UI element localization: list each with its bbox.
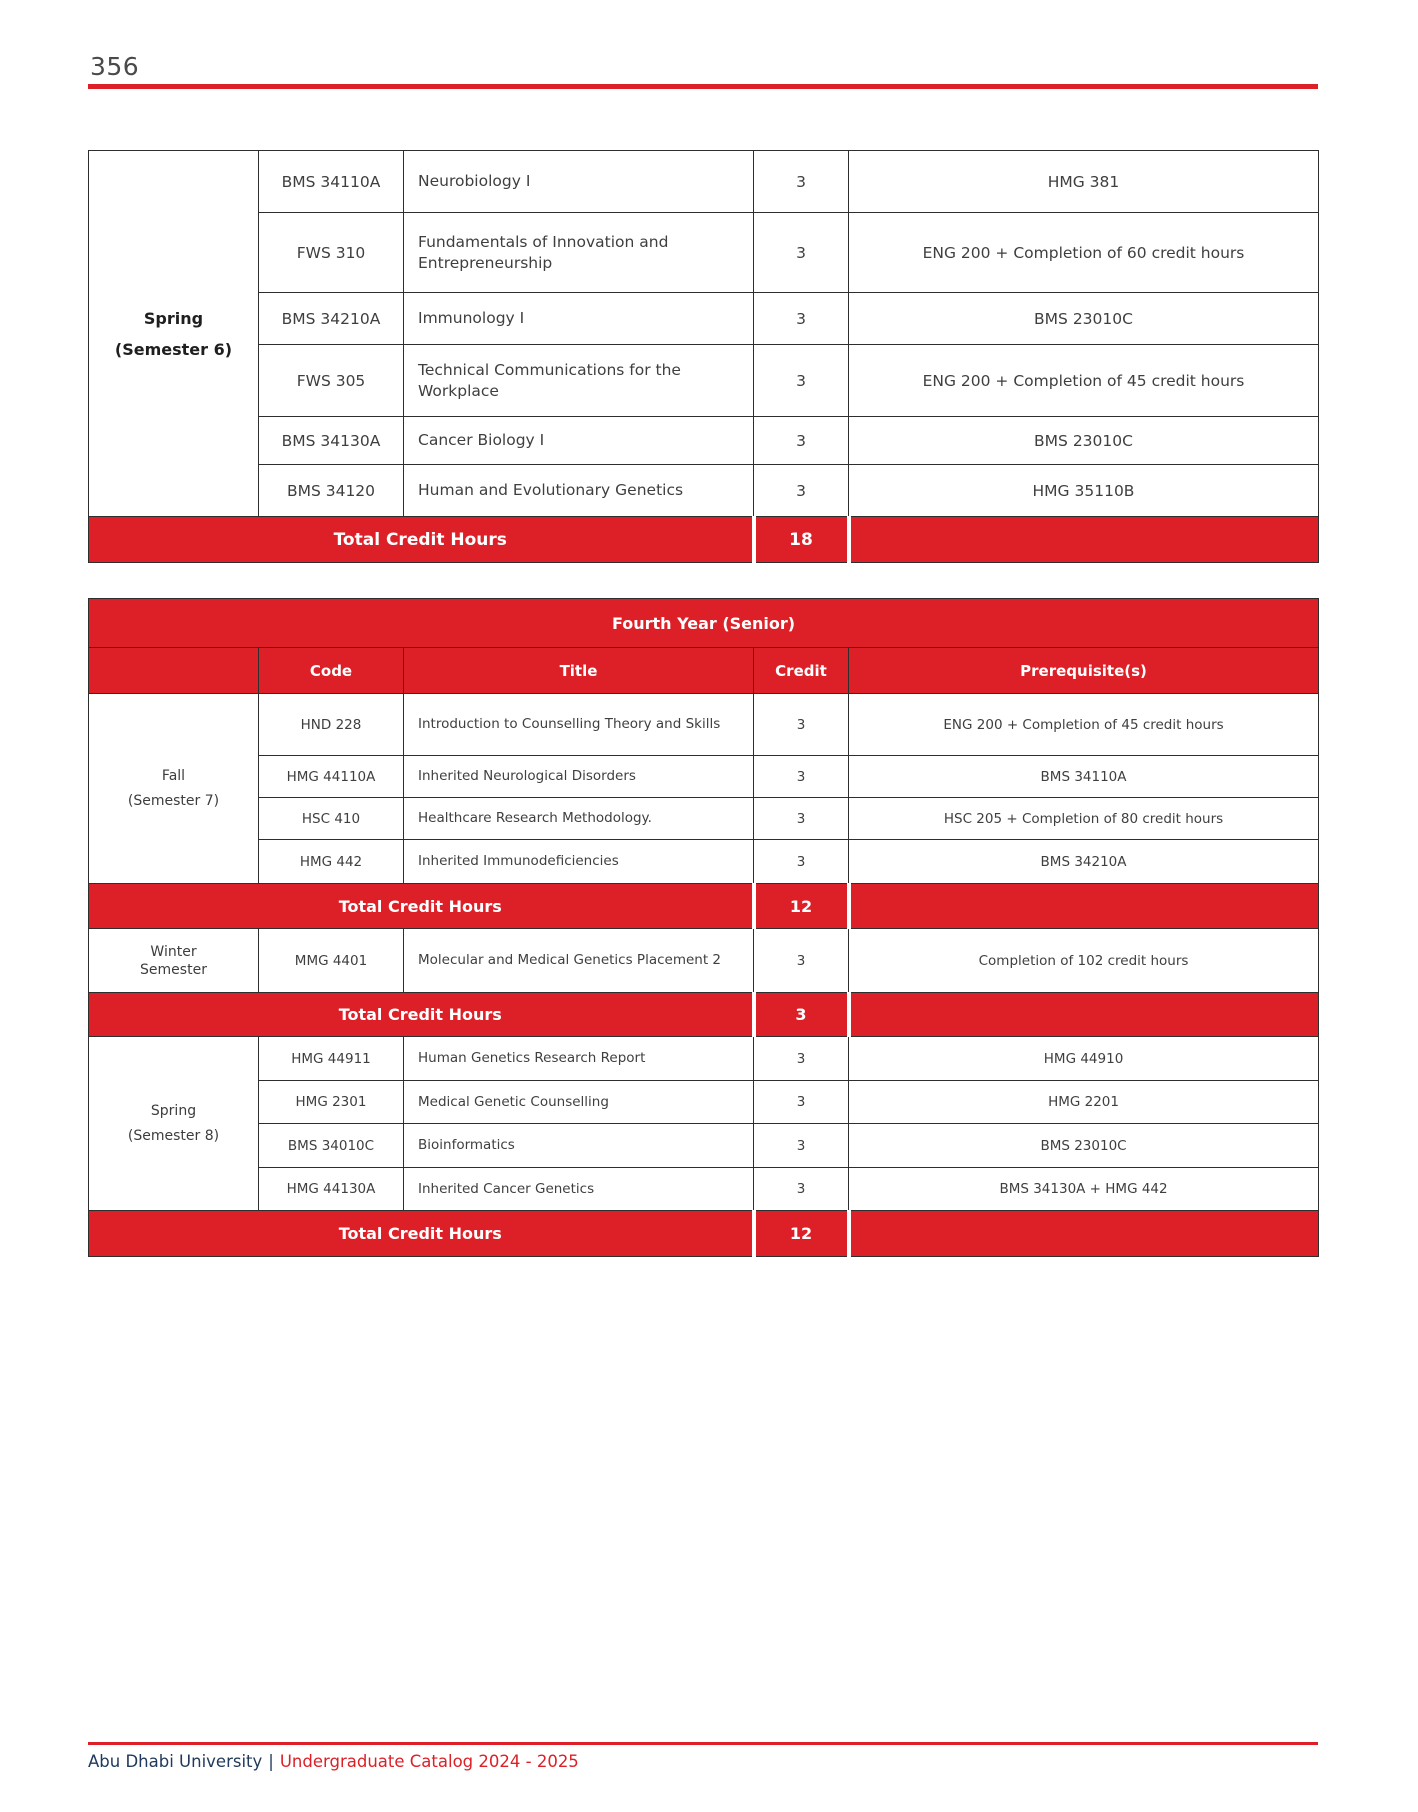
total-empty-cell: [849, 1211, 1319, 1257]
course-title: Cancer Biology I: [404, 417, 754, 465]
course-title: Bioinformatics: [404, 1124, 754, 1168]
header-credit: Credit: [754, 648, 849, 694]
table-row: [89, 929, 1319, 993]
course-credit: 3: [754, 151, 849, 213]
course-code: HSC 410: [259, 798, 404, 840]
page-number: 356: [90, 52, 140, 81]
course-code: BMS 34010C: [259, 1124, 404, 1168]
semester-cell: [89, 1037, 259, 1211]
page-footer: [88, 1752, 579, 1771]
course-title: Medical Genetic Counselling: [404, 1081, 754, 1124]
course-credit: 3: [754, 465, 849, 517]
course-code: BMS 34130A: [259, 417, 404, 465]
course-credit: 3: [754, 840, 849, 884]
course-code: HND 228: [259, 694, 404, 756]
total-empty-cell: [849, 517, 1319, 563]
course-credit: 3: [754, 1037, 849, 1081]
course-title: Healthcare Research Methodology.: [404, 798, 754, 840]
table-row: [89, 465, 1319, 517]
course-credit: 3: [754, 293, 849, 345]
course-title: Human Genetics Research Report: [404, 1037, 754, 1081]
total-credit-hours-row: [89, 517, 1319, 563]
semester6-course-table: [88, 150, 1319, 563]
top-red-rule: [88, 84, 1318, 89]
course-code: BMS 34110A: [259, 151, 404, 213]
total-value: 18: [754, 517, 849, 563]
footer-red-rule: [88, 1742, 1318, 1745]
total-label: Total Credit Hours: [89, 517, 754, 563]
course-credit: 3: [754, 1081, 849, 1124]
table-row: [89, 756, 1319, 798]
fourth-year-course-table: [88, 598, 1319, 1257]
table-row: [89, 1081, 1319, 1124]
semester-number: Semester: [140, 961, 207, 978]
header-prereq: Prerequisite(s): [849, 648, 1319, 694]
table-row: [89, 213, 1319, 293]
table-title: Fourth Year (Senior): [89, 599, 1319, 648]
semester-number: (Semester 6): [114, 339, 233, 359]
course-credit: 3: [754, 213, 849, 293]
table-row: [89, 293, 1319, 345]
course-prereq: HSC 205 + Completion of 80 credit hours: [849, 798, 1319, 840]
course-prereq: BMS 34210A: [849, 840, 1319, 884]
course-title: Fundamentals of Innovation and Entrepreneurship: [404, 213, 754, 293]
total-empty-cell: [849, 993, 1319, 1037]
header-code: Code: [259, 648, 404, 694]
footer-university-name: Abu Dhabi University: [88, 1752, 263, 1771]
semester-cell: [89, 929, 259, 993]
course-prereq: BMS 23010C: [849, 1124, 1319, 1168]
total-label: Total Credit Hours: [89, 1211, 754, 1257]
table-title-row: [89, 599, 1319, 648]
course-title: Technical Communications for the Workplace: [404, 345, 754, 417]
header-row: [89, 648, 1319, 694]
total-credit-hours-row: [89, 1211, 1319, 1257]
course-prereq: BMS 34130A + HMG 442: [849, 1168, 1319, 1211]
course-title: Inherited Cancer Genetics: [404, 1168, 754, 1211]
course-credit: 3: [754, 417, 849, 465]
total-credit-hours-row: [89, 993, 1319, 1037]
table-row: [89, 1168, 1319, 1211]
table-row: [89, 840, 1319, 884]
total-label: Total Credit Hours: [89, 993, 754, 1037]
course-title: Inherited Neurological Disorders: [404, 756, 754, 798]
semester-number: (Semester 8): [127, 1128, 220, 1144]
semester-name: Spring: [143, 308, 204, 328]
course-credit: 3: [754, 694, 849, 756]
course-title: Immunology I: [404, 293, 754, 345]
course-title: Inherited Immunodeficiencies: [404, 840, 754, 884]
course-prereq: ENG 200 + Completion of 60 credit hours: [849, 213, 1319, 293]
course-title: Molecular and Medical Genetics Placement 2: [404, 929, 754, 993]
course-code: HMG 44130A: [259, 1168, 404, 1211]
table-row: [89, 417, 1319, 465]
course-title: Introduction to Counselling Theory and Skills: [404, 694, 754, 756]
course-code: FWS 310: [259, 213, 404, 293]
course-credit: 3: [754, 1168, 849, 1211]
course-code: HMG 2301: [259, 1081, 404, 1124]
table-row: [89, 151, 1319, 213]
footer-separator: |: [268, 1752, 274, 1771]
semester-cell: [89, 694, 259, 884]
course-prereq: ENG 200 + Completion of 45 credit hours: [849, 694, 1319, 756]
course-prereq: BMS 23010C: [849, 417, 1319, 465]
course-code: FWS 305: [259, 345, 404, 417]
total-value: 12: [754, 1211, 849, 1257]
total-empty-cell: [849, 884, 1319, 929]
course-prereq: BMS 34110A: [849, 756, 1319, 798]
course-code: BMS 34210A: [259, 293, 404, 345]
total-value: 12: [754, 884, 849, 929]
course-prereq: HMG 2201: [849, 1081, 1319, 1124]
course-credit: 3: [754, 798, 849, 840]
course-credit: 3: [754, 756, 849, 798]
course-prereq: HMG 381: [849, 151, 1319, 213]
course-prereq: ENG 200 + Completion of 45 credit hours: [849, 345, 1319, 417]
total-value: 3: [754, 993, 849, 1037]
semester-name: Fall: [161, 768, 186, 784]
total-credit-hours-row: [89, 884, 1319, 929]
course-title: Human and Evolutionary Genetics: [404, 465, 754, 517]
table-row: [89, 345, 1319, 417]
total-label: Total Credit Hours: [89, 884, 754, 929]
course-code: HMG 44110A: [259, 756, 404, 798]
course-prereq: HMG 44910: [849, 1037, 1319, 1081]
course-credit: 3: [754, 345, 849, 417]
footer-catalog-title: Undergraduate Catalog 2024 - 2025: [279, 1752, 579, 1771]
header-empty: [89, 648, 259, 694]
course-prereq: BMS 23010C: [849, 293, 1319, 345]
semester-cell: [89, 151, 259, 517]
course-prereq: HMG 35110B: [849, 465, 1319, 517]
table-row: [89, 1124, 1319, 1168]
header-title: Title: [404, 648, 754, 694]
course-code: HMG 44911: [259, 1037, 404, 1081]
table-row: [89, 1037, 1319, 1081]
semester-name: Winter: [150, 943, 197, 960]
course-prereq: Completion of 102 credit hours: [849, 929, 1319, 993]
course-credit: 3: [754, 929, 849, 993]
semester-number: (Semester 7): [127, 793, 220, 809]
table-row: [89, 798, 1319, 840]
course-title: Neurobiology I: [404, 151, 754, 213]
semester-name: Spring: [150, 1103, 197, 1119]
course-code: BMS 34120: [259, 465, 404, 517]
table-row: [89, 694, 1319, 756]
course-credit: 3: [754, 1124, 849, 1168]
course-code: MMG 4401: [259, 929, 404, 993]
course-code: HMG 442: [259, 840, 404, 884]
